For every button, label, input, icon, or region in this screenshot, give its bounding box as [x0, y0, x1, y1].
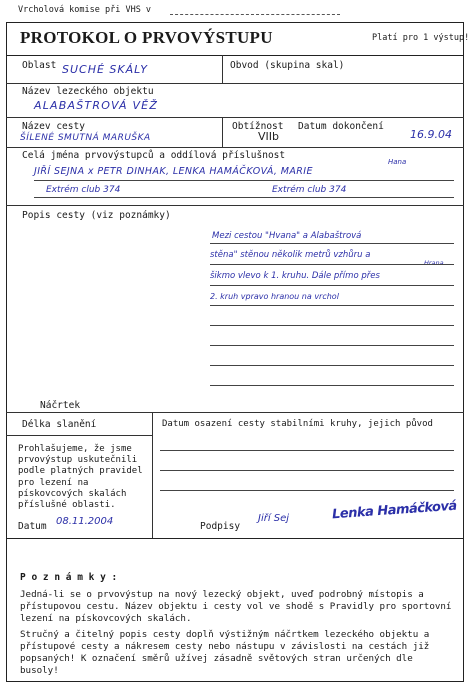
form-title: PROTOKOL O PRVOVÝSTUPU	[20, 28, 273, 47]
notes-title: P o z n á m k y :	[20, 572, 118, 583]
jmena-club2: Extrém club 374	[272, 185, 347, 195]
datum-dokonceni-value: 16.9.04	[410, 128, 452, 141]
jmena-label: Celá jména prvovýstupců a oddílová příslušnost	[22, 150, 286, 161]
prohlaseni-text: Prohlašujeme, že jsme prvovýstup uskutečnili podle platných pravidel pro lezení na pískovcových skalách příslušné oblasti.	[18, 444, 143, 511]
popis-rule-6	[210, 345, 454, 346]
cesta-divider	[222, 117, 223, 147]
cesta-label: Název cesty	[22, 121, 85, 132]
jmena-line-b	[34, 197, 454, 198]
popis-insert-note: Hrana	[424, 259, 444, 267]
objekt-label: Název lezeckého objektu	[22, 86, 154, 97]
row2-divider	[6, 117, 464, 118]
signature-2: Lenka Hamáčková	[331, 498, 458, 523]
datum-value: 08.11.2004	[56, 516, 114, 527]
jmena-name-note: Hana	[388, 158, 407, 166]
osazeni-rule-2	[160, 470, 454, 471]
row6-divider	[6, 538, 464, 539]
popis-line-3: šikmo vlevo k 1. kruhu. Dále přímo přes	[210, 271, 380, 281]
datum-dokonceni-label: Datum dokončení	[298, 121, 384, 132]
podpisy-label: Podpisy	[200, 521, 241, 532]
title-divider	[6, 55, 464, 56]
delka-label: Délka slanění	[22, 419, 97, 430]
popis-rule-2	[210, 264, 454, 265]
popis-label: Popis cesty (viz poznámky)	[22, 210, 171, 221]
committee-label: Vrcholová komise při VHS v	[18, 5, 152, 15]
jmena-line1: JIŘÍ SEJNA x PETR DINHAK, LENKA HAMÁČKOVÁ, MARIE	[34, 166, 313, 177]
jmena-line-a	[34, 180, 454, 181]
signature-1: Jiří Sej	[258, 513, 290, 524]
jmena-club1: Extrém club 374	[46, 185, 121, 195]
objekt-value: ALABAŠTROVÁ VĚŽ	[34, 99, 159, 112]
popis-rule-5	[210, 325, 454, 326]
osazeni-label: Datum osazení cesty stabilními kruhy, jejich původ	[162, 419, 433, 429]
datum-label: Datum	[18, 521, 47, 532]
popis-rule-8	[210, 385, 454, 386]
popis-line-2: stěna" stěnou několik metrů vzhůru a	[210, 250, 371, 260]
middle-divider	[152, 412, 153, 538]
obtiznost-value: VIIb	[258, 130, 279, 143]
row5-divider	[6, 412, 464, 413]
row3-divider	[6, 147, 464, 148]
popis-rule-7	[210, 365, 454, 366]
notes-paragraph-1: Jedná-li se o prvovýstup na nový lezecký objekt, uveď podrobný místopis a přístupovou cestu. Název objektu i cesty vol ve shodě s Pravidly pro sportovní lezení na pískovcových skalách.	[20, 589, 452, 624]
oblast-label: Oblast	[22, 60, 57, 71]
notes-paragraph-2: Stručný a čitelný popis cesty doplň výstižným náčrtkem lezeckého objektu a přístupové cesty a nákresem cesty nebo nástupu v závislosti na cestách již popsaných! K označení směrů užívej zásadně světových stran určených dle busoly!	[20, 629, 430, 676]
cesta-value: ŠÍLENÉ SMUTNÁ MARUŠKA	[20, 133, 151, 143]
popis-line-4: 2. kruh vpravo hranou na vrchol	[210, 292, 339, 301]
obtiznost-label: Obtížnost	[232, 121, 284, 132]
row1-divider	[6, 83, 464, 84]
oblast-value: SUCHÉ SKÁLY	[62, 63, 148, 76]
delka-divider	[6, 435, 152, 436]
sketch-label: Náčrtek	[40, 400, 81, 411]
obvod-label: Obvod (skupina skal)	[230, 60, 345, 71]
popis-rule-4	[210, 305, 454, 306]
popis-rule-3	[210, 285, 454, 286]
committee-line	[170, 14, 340, 15]
validity-note: Platí pro 1 výstup!	[372, 33, 470, 43]
row4-divider	[6, 205, 464, 206]
osazeni-rule-3	[160, 490, 454, 491]
osazeni-rule-1	[160, 450, 454, 451]
popis-line-1: Mezi cestou "Hvana" a Alabaštrová	[212, 231, 362, 241]
popis-rule-1	[210, 243, 454, 244]
oblast-divider	[222, 55, 223, 83]
